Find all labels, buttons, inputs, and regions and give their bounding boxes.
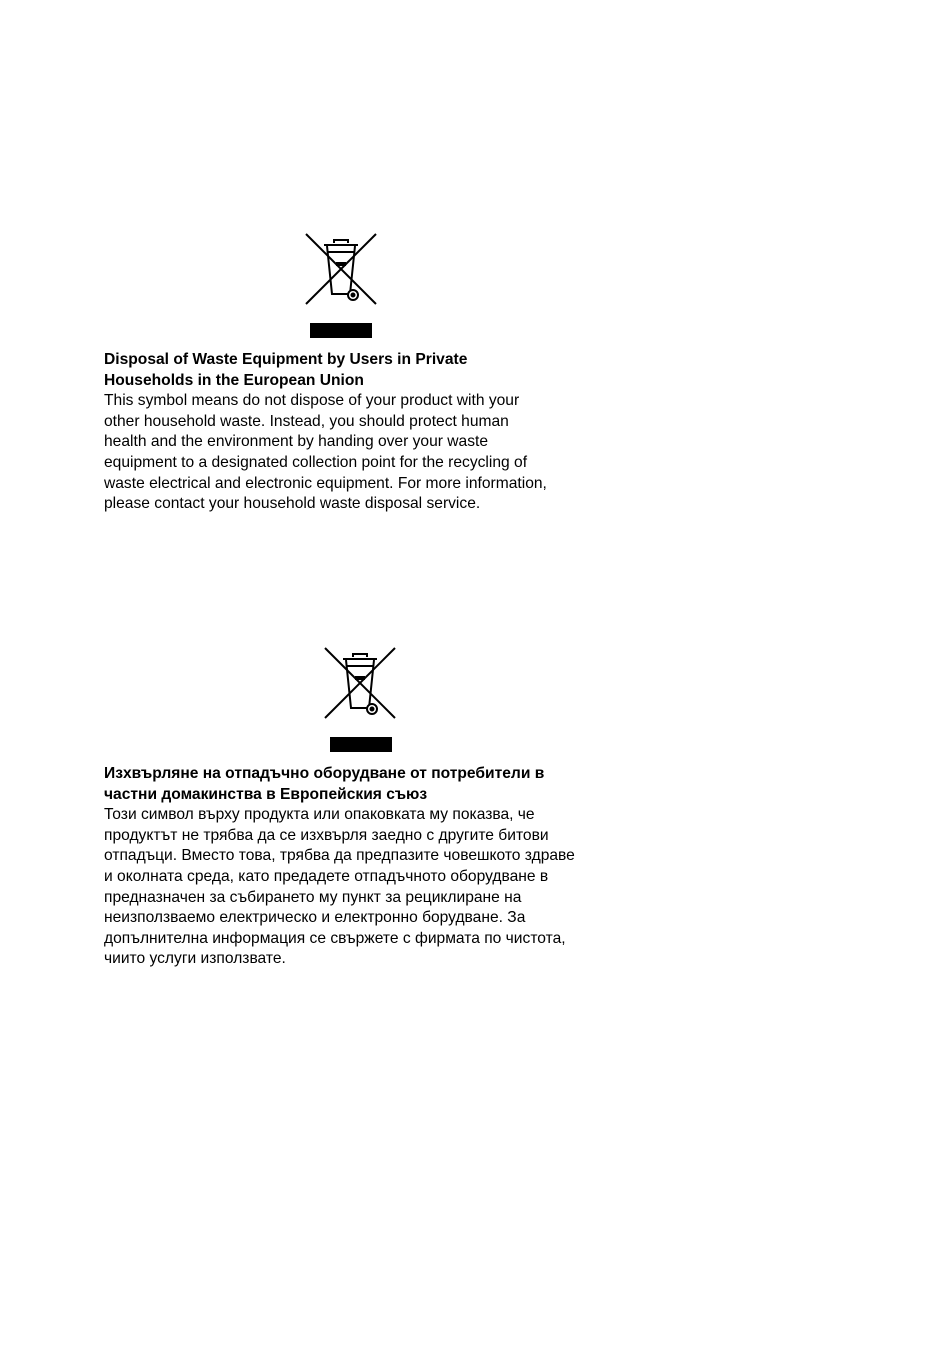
weee-notice-english	[104, 350, 547, 515]
notice-body: This symbol means do not dispose of your product with your other household waste. Instead, you should protect human health and the environment by handing over your waste equipment to a designated collection point for the recycling of waste electrical and electronic equipment. For more information, please contact your household waste disposal service.	[104, 392, 547, 513]
crossed-out-wheelie-bin-icon	[322, 645, 398, 721]
crossed-out-wheelie-bin-icon	[303, 231, 379, 307]
notice-body: Този символ върху продукта или опаковката му показва, че продуктът не трябва да се изхвърля заедно с другите битови отпадъци. Вместо това, трябва да предпазите човешкото здраве и околната среда, като предадете отпадъчното оборудване в предназначен за събирането му пункт за рециклиране на неизползваемо електрическо и електронно борудване. За допълнителна информация се свържете с фирмата по чистота, чиито услуги използвате.	[104, 806, 575, 968]
weee-underline-bar	[310, 323, 372, 338]
notice-title: Disposal of Waste Equipment by Users in Private Households in the European Union	[104, 351, 468, 389]
weee-underline-bar	[330, 737, 392, 752]
weee-notice-bulgarian	[104, 764, 575, 970]
notice-title: Изхвърляне на отпадъчно оборудване от потребители в частни домакинства в Европейския съюз	[104, 765, 545, 803]
